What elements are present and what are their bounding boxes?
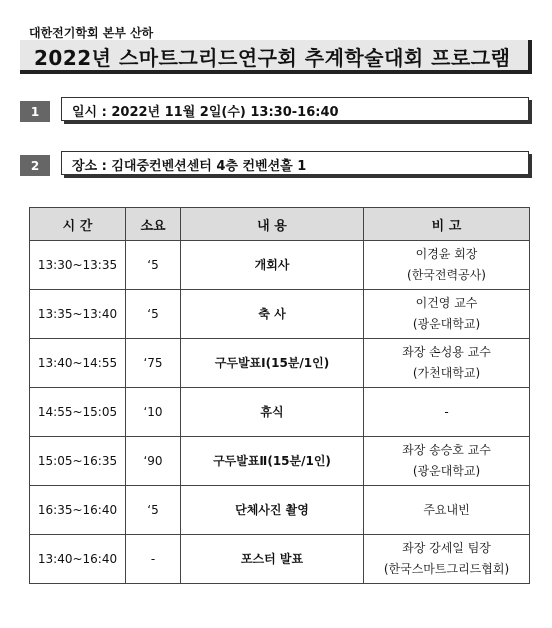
table-row — [30, 388, 530, 437]
cell-note — [364, 535, 530, 584]
cell-duration: ‘10 — [126, 388, 181, 437]
cell-content: 개회사 — [181, 241, 364, 290]
cell-content: 구두발표Ⅰ(15분/1인) — [181, 339, 364, 388]
cell-duration: ‘5 — [126, 486, 181, 535]
cell-note — [364, 437, 530, 486]
datetime-box — [61, 97, 529, 121]
info-venue — [20, 151, 534, 177]
organizer-subtitle: 대한전기학회 본부 산하 — [29, 26, 154, 40]
cell-time: 13:40~14:55 — [30, 339, 126, 388]
table-row — [30, 437, 530, 486]
cell-time: 14:55~15:05 — [30, 388, 126, 437]
cell-time: 13:40~16:40 — [30, 535, 126, 584]
cell-duration: ‘5 — [126, 241, 181, 290]
cell-time: 13:30~13:35 — [30, 241, 126, 290]
cell-note — [364, 388, 530, 437]
cell-note — [364, 241, 530, 290]
table-row — [30, 535, 530, 584]
note-line-1: 주요내빈 — [423, 502, 470, 517]
section-number-badge: 1 — [20, 101, 50, 122]
datetime-text: 일시 : 2022년 11월 2일(수) 13:30-16:40 — [72, 105, 339, 120]
header-note: 비 고 — [364, 208, 530, 241]
table-row — [30, 486, 530, 535]
cell-note — [364, 486, 530, 535]
table-header-row — [30, 208, 530, 241]
cell-content: 포스터 발표 — [181, 535, 364, 584]
cell-time: 13:35~13:40 — [30, 290, 126, 339]
cell-note — [364, 290, 530, 339]
note-line-1: 좌장 강세일 팀장 — [402, 541, 491, 555]
note-line-2: (한국전력공사) — [407, 268, 486, 282]
note-line-2: (가천대학교) — [412, 366, 481, 380]
header-content: 내 용 — [181, 208, 364, 241]
cell-time: 15:05~16:35 — [30, 437, 126, 486]
table-row — [30, 241, 530, 290]
note-line-2: (광운대학교) — [412, 464, 481, 478]
cell-duration: ‘75 — [126, 339, 181, 388]
cell-content: 구두발표Ⅱ(15분/1인) — [181, 437, 364, 486]
note-line-1: 이경윤 회장 — [415, 247, 478, 261]
note-line-2: (광운대학교) — [412, 317, 481, 331]
cell-time: 16:35~16:40 — [30, 486, 126, 535]
note-line-1: - — [444, 404, 449, 419]
table-row — [30, 290, 530, 339]
section-number-badge: 2 — [20, 155, 50, 176]
document-header — [20, 20, 534, 74]
info-datetime — [20, 97, 534, 123]
cell-duration: ‘5 — [126, 290, 181, 339]
table-row — [30, 339, 530, 388]
note-line-2: (한국스마트그리드협회) — [383, 562, 510, 576]
header-duration: 소요 — [126, 208, 181, 241]
cell-content: 단체사진 촬영 — [181, 486, 364, 535]
cell-duration: - — [126, 535, 181, 584]
cell-duration: ‘90 — [126, 437, 181, 486]
venue-text: 장소 : 김대중컨벤션센터 4층 컨벤션홀 1 — [72, 159, 307, 174]
header-time: 시 간 — [30, 208, 126, 241]
venue-box — [61, 151, 529, 175]
page-title: 2022년 스마트그리드연구회 추계학술대회 프로그램 — [34, 46, 511, 70]
cell-content: 축 사 — [181, 290, 364, 339]
note-line-1: 이건영 교수 — [415, 296, 478, 310]
title-box — [20, 40, 532, 74]
cell-note — [364, 339, 530, 388]
program-table — [29, 207, 530, 584]
note-line-1: 좌장 송승호 교수 — [402, 443, 491, 457]
note-line-1: 좌장 손성용 교수 — [402, 345, 491, 359]
cell-content: 휴식 — [181, 388, 364, 437]
